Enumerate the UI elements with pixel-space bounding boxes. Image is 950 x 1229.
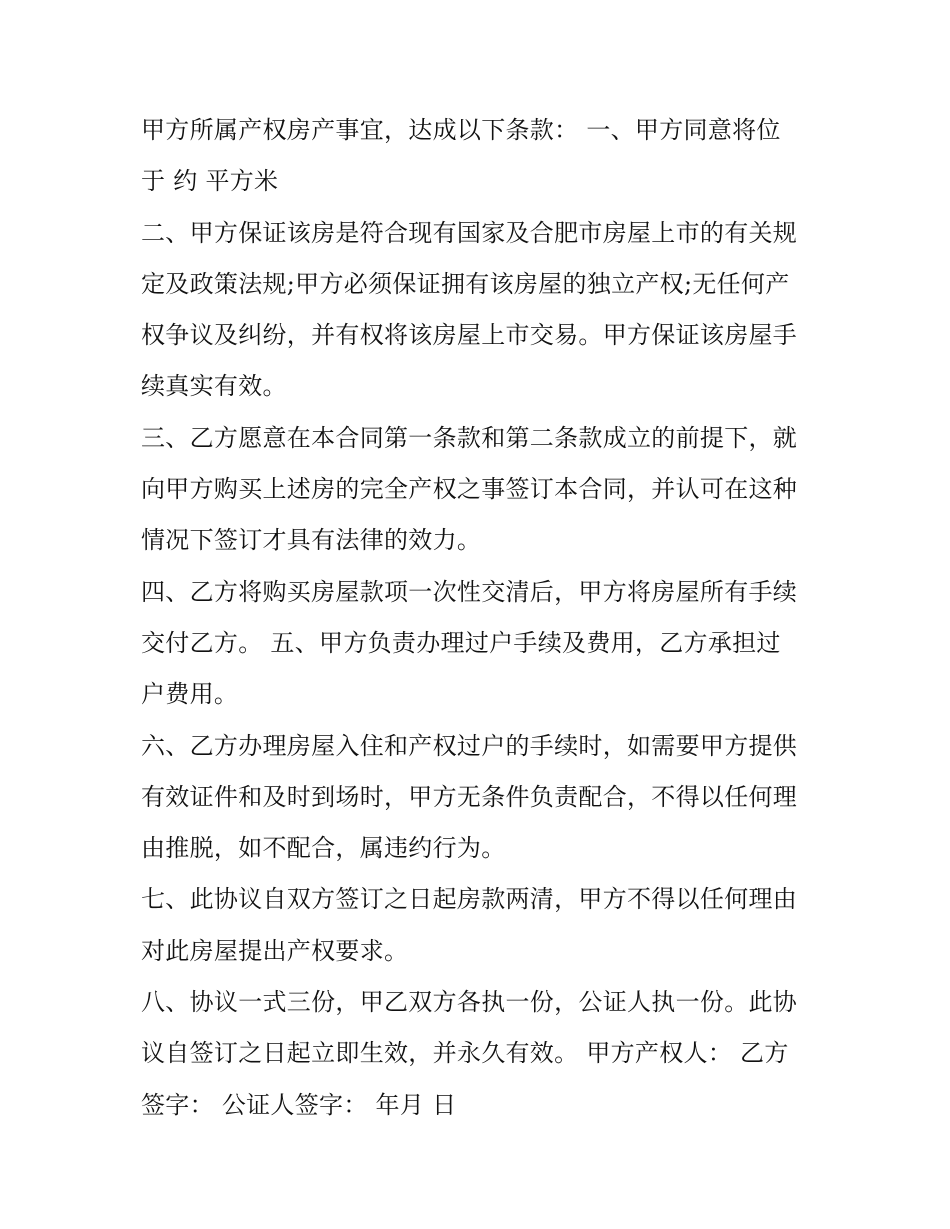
text-line: 七、此协议自双方签订之日起房款两清，甲方不得以任何理由 [141, 885, 798, 914]
text-line: 二、甲方保证该房是符合现有国家及合肥市房屋上市的有关规 [141, 218, 798, 247]
text-line: 三、乙方愿意在本合同第一条款和第二条款成立的前提下，就 [141, 423, 798, 452]
text-line: 情况下签订才具有法律的效力。 [141, 526, 482, 555]
document-body [141, 105, 816, 1131]
text-line: 于 约 平方米 [141, 167, 279, 196]
text-line: 甲方所属产权房产事宜，达成以下条款： 一、甲方同意将位 [141, 116, 781, 144]
text-line: 由推脱，如不配合，属违约行为。 [141, 834, 506, 863]
text-line: 议自签订之日起立即生效，并永久有效。 甲方产权人： 乙方 [141, 1039, 789, 1068]
text-line: 八、协议一式三份，甲乙双方各执一份，公证人执一份。此协 [141, 988, 798, 1017]
text-line: 交付乙方。 五、甲方负责办理过户手续及费用，乙方承担过 [141, 628, 781, 657]
text-line: 权争议及纠纷，并有权将该房屋上市交易。甲方保证该房屋手 [141, 321, 798, 350]
text-line: 户费用。 [141, 680, 239, 709]
text-line: 定及政策法规;甲方必须保证拥有该房屋的独立产权;无任何产 [141, 269, 790, 298]
text-line: 四、乙方将购买房屋款项一次性交清后，甲方将房屋所有手续 [141, 577, 798, 606]
text-line: 有效证件和及时到场时，甲方无条件负责配合，不得以任何理 [141, 782, 798, 811]
text-line: 续真实有效。 [141, 372, 287, 401]
text-line: 向甲方购买上述房的完全产权之事签订本合同，并认可在这种 [141, 475, 798, 504]
text-line: 六、乙方办理房屋入住和产权过户的手续时，如需要甲方提供 [141, 731, 798, 760]
text-line: 签字： 公证人签字： 年月 日 [141, 1090, 457, 1119]
text-line: 对此房屋提出产权要求。 [141, 936, 409, 965]
